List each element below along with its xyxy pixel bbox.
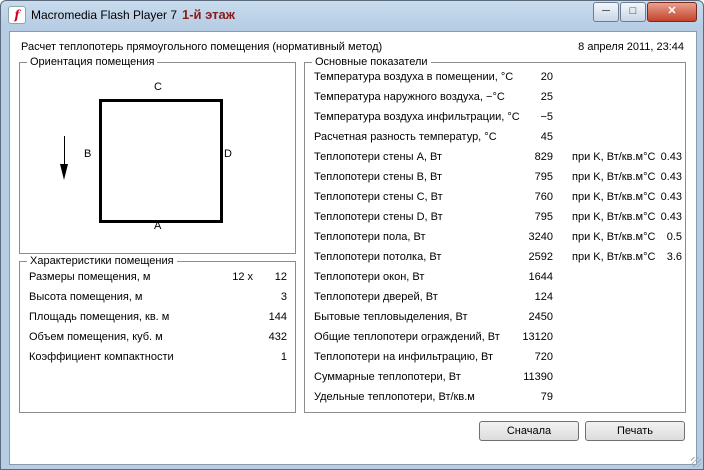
indicator-label: Теплопотери стены B, Вт bbox=[314, 171, 443, 183]
indicator-label: Общие теплопотери ограждений, Вт bbox=[314, 331, 500, 343]
main-indicators-legend: Основные показатели bbox=[315, 56, 428, 68]
property-row bbox=[29, 351, 287, 365]
content-area bbox=[9, 31, 697, 465]
flash-app-icon: f bbox=[8, 6, 26, 24]
property-row bbox=[29, 331, 287, 345]
side-a-label: A bbox=[154, 220, 162, 232]
indicator-row bbox=[314, 291, 682, 305]
property-value: 3 bbox=[280, 291, 287, 303]
k-coefficient-label: при K, Вт/кв.м°C bbox=[572, 251, 656, 263]
k-coefficient-value: 3.6 bbox=[666, 251, 682, 263]
minimize-button[interactable]: ─ bbox=[593, 2, 619, 22]
indicator-value: 11390 bbox=[523, 371, 553, 383]
page-date: 8 апреля 2011, 23:44 bbox=[578, 41, 684, 53]
k-coefficient-value: 0.43 bbox=[660, 191, 682, 203]
indicator-label: Теплопотери стены C, Вт bbox=[314, 191, 443, 203]
maximize-button[interactable]: □ bbox=[620, 2, 646, 22]
title-bar[interactable] bbox=[1, 1, 703, 29]
start-over-button[interactable]: Сначала bbox=[479, 421, 579, 441]
indicator-label: Температура воздуха в помещении, °C bbox=[314, 71, 514, 83]
indicator-label: Температура наружного воздуха, −°C bbox=[314, 91, 505, 103]
property-label: Высота помещения, м bbox=[29, 291, 143, 303]
indicator-value: 3240 bbox=[528, 231, 553, 243]
side-b-label: B bbox=[84, 148, 92, 160]
property-value: 12 bbox=[274, 271, 287, 283]
property-label: Размеры помещения, м bbox=[29, 271, 151, 283]
orientation-group bbox=[19, 56, 296, 254]
indicator-label: Удельные теплопотери, Вт/кв.м bbox=[314, 391, 475, 403]
k-coefficient-value: 0.43 bbox=[660, 171, 682, 183]
main-indicators-group bbox=[304, 56, 686, 413]
property-row bbox=[29, 311, 287, 325]
indicator-value: 829 bbox=[534, 151, 553, 163]
property-label: Коэффициент компактности bbox=[29, 351, 174, 363]
k-coefficient-label: при K, Вт/кв.м°C bbox=[572, 231, 656, 243]
indicator-value: 1644 bbox=[528, 271, 553, 283]
indicator-row bbox=[314, 311, 682, 325]
resize-grip[interactable] bbox=[691, 457, 701, 467]
indicator-label: Теплопотери пола, Вт bbox=[314, 231, 426, 243]
indicator-row bbox=[314, 391, 682, 405]
property-label: Объем помещения, куб. м bbox=[29, 331, 163, 343]
indicator-label: Теплопотери дверей, Вт bbox=[314, 291, 438, 303]
indicator-label: Расчетная разность температур, °C bbox=[314, 131, 497, 143]
indicator-value: 720 bbox=[534, 351, 553, 363]
indicator-row bbox=[314, 371, 682, 385]
k-coefficient-label: при K, Вт/кв.м°C bbox=[572, 151, 656, 163]
indicator-row bbox=[314, 191, 682, 205]
indicator-label: Бытовые тепловыделения, Вт bbox=[314, 311, 468, 323]
indicator-row bbox=[314, 271, 682, 285]
property-value: 12 x bbox=[232, 271, 253, 283]
room-outline bbox=[99, 99, 223, 223]
indicator-value: 2450 bbox=[528, 311, 553, 323]
indicator-row bbox=[314, 111, 682, 125]
indicator-row bbox=[314, 131, 682, 145]
indicator-label: Суммарные теплопотери, Вт bbox=[314, 371, 461, 383]
indicator-label: Температура воздуха инфильтрации, °C bbox=[314, 111, 520, 123]
property-row bbox=[29, 291, 287, 305]
indicator-row bbox=[314, 251, 682, 265]
indicator-row bbox=[314, 351, 682, 365]
k-coefficient-label: при K, Вт/кв.м°C bbox=[572, 211, 656, 223]
indicator-label: Теплопотери окон, Вт bbox=[314, 271, 425, 283]
indicator-label: Теплопотери потолка, Вт bbox=[314, 251, 442, 263]
indicator-value: 124 bbox=[534, 291, 553, 303]
indicator-label: Теплопотери стены A, Вт bbox=[314, 151, 443, 163]
indicator-value: 79 bbox=[540, 391, 553, 403]
k-coefficient-label: при K, Вт/кв.м°C bbox=[572, 191, 656, 203]
k-coefficient-value: 0.43 bbox=[660, 211, 682, 223]
k-coefficient-value: 0.5 bbox=[666, 231, 682, 243]
indicator-row bbox=[314, 231, 682, 245]
print-button[interactable]: Печать bbox=[585, 421, 685, 441]
indicator-value: 2592 bbox=[528, 251, 553, 263]
property-value: 432 bbox=[268, 331, 287, 343]
indicator-value: 20 bbox=[540, 71, 553, 83]
page-title: Расчет теплопотерь прямоугольного помещения (нормативный метод) bbox=[21, 41, 383, 53]
indicator-label: Теплопотери на инфильтрацию, Вт bbox=[314, 351, 494, 363]
indicator-value: 795 bbox=[534, 171, 553, 183]
orientation-legend: Ориентация помещения bbox=[30, 56, 155, 68]
direction-arrow-icon bbox=[60, 164, 68, 180]
close-button[interactable]: ✕ bbox=[647, 2, 697, 22]
indicator-row bbox=[314, 91, 682, 105]
indicator-value: 25 bbox=[540, 91, 553, 103]
k-coefficient-value: 0.43 bbox=[660, 151, 682, 163]
indicator-row bbox=[314, 331, 682, 345]
indicator-value: 45 bbox=[540, 131, 553, 143]
property-value: 144 bbox=[268, 311, 287, 323]
side-d-label: D bbox=[224, 148, 232, 160]
indicator-row bbox=[314, 211, 682, 225]
property-value: 1 bbox=[280, 351, 287, 363]
k-coefficient-label: при K, Вт/кв.м°C bbox=[572, 171, 656, 183]
side-c-label: C bbox=[154, 81, 162, 93]
property-label: Площадь помещения, кв. м bbox=[29, 311, 170, 323]
properties-legend: Характеристики помещения bbox=[30, 255, 174, 267]
indicator-row bbox=[314, 171, 682, 185]
north-arrow-shaft bbox=[64, 136, 65, 164]
indicator-label: Теплопотери стены D, Вт bbox=[314, 211, 443, 223]
indicator-value: 795 bbox=[534, 211, 553, 223]
indicator-row bbox=[314, 151, 682, 165]
floor-label: 1-й этаж bbox=[182, 7, 235, 22]
properties-group bbox=[19, 255, 296, 413]
indicator-value: 760 bbox=[534, 191, 553, 203]
property-row bbox=[29, 271, 287, 285]
indicator-row bbox=[314, 71, 682, 85]
window-title: Macromedia Flash Player 7 bbox=[31, 8, 178, 22]
indicator-value: −5 bbox=[540, 111, 553, 123]
indicator-value: 13120 bbox=[522, 331, 553, 343]
